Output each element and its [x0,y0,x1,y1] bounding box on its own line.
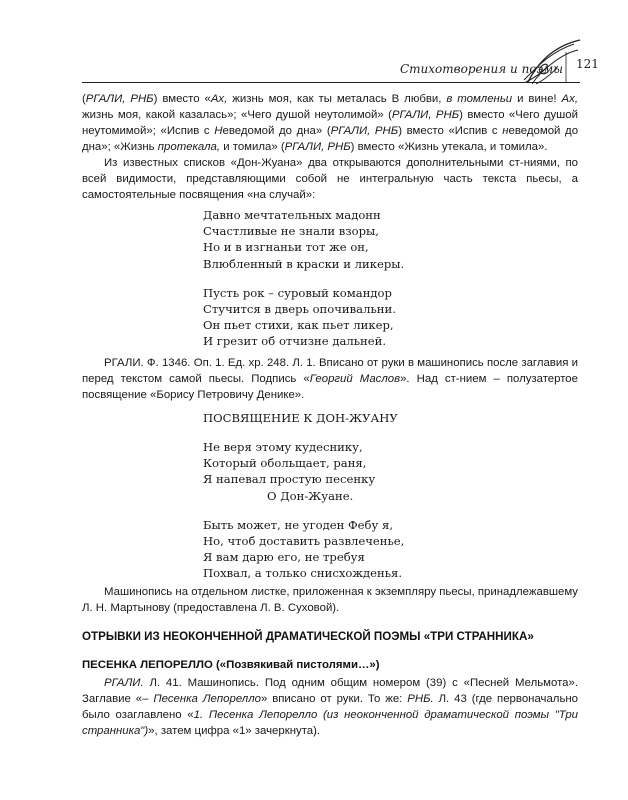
verse-line: Который обольщает, раня, [203,456,367,471]
verse-line: Я вам дарю его, не требуя [203,550,365,565]
verse-line: Похвал, а только снисхожденья. [203,566,403,581]
verse-line: Но, чтоб доставить развлеченье, [203,534,405,549]
verse-line: Но и в изгнаньи тот же он, [203,240,369,255]
page-number: 121 [576,57,599,71]
archive-note-2: Машинопись на отдельном листке, приложенная к экземпляру пьесы, принадлежавшему Л. Н. Мартынову (предоставлена Л. В. Суховой). [82,586,578,614]
verse-line: Стучится в дверь опочивальни. [203,302,396,317]
stanza-gap [203,504,404,517]
lists-paragraph: Из известных списков «Дон-Жуана» два открываются дополнительными ст-ниями, по всей видимости, представляющими собой не интегральную часть текста пьесы, а самостоятельные посвящения «на случай»: [82,157,578,201]
verse-line: Быть может, не угоден Фебу я, [203,517,394,532]
verse-line: Счастливые не знали взоры, [203,224,379,239]
running-head: Стихотворения и поэмы [400,62,563,76]
verse-line: Он пьет стихи, как пьет ликер, [203,318,394,333]
verse-line: Не веря этому кудеснику, [203,440,363,454]
variants-paragraph: (РГАЛИ, РНБ) вместо «Ах, жизнь моя, как ты металась В любви, в томленьи и вине! Ах, жизнь моя, какой казалась»; «Чего душой неутолимой» (РГАЛИ, РНБ) вместо «Чего душой неутомимой»; «Испив с Неведомой до дна» (РГАЛИ, РНБ) вместо «Испив с неведомой до дна»; «Жизнь протекала, и томила» (РГАЛИ, РНБ) вместо «Жизнь утекала, и томила». [82,93,579,153]
verse-line: Я напевал простую песенку [203,472,376,487]
verse-line: Давно мечтательных мадонн [203,208,381,222]
poem-title: ПОСВЯЩЕНИЕ К ДОН-ЖУАНУ [203,411,398,425]
poem-dedication [203,439,404,582]
section-heading: ОТРЫВКИ ИЗ НЕОКОНЧЕННОЙ ДРАМАТИЧЕСКОЙ ПОЭМЫ «ТРИ СТРАННИКА» [82,630,534,643]
verse-line: Пусть рок – суровый командор [203,285,392,300]
verse-line: О Дон-Жуане. [267,488,354,503]
verse-line: И грезит об отчизне дальней. [203,334,387,349]
stanza-gap [203,272,404,285]
poem-madonnas [203,207,404,350]
archive-note-3: РГАЛИ. Л. 41. Машинопись. Под одним общим номером (39) с «Песней Мельмота». Заглавие «– Песенка Лепорелло» вписано от руки. То же: РНБ. Л. 43 (где первоначально было озаглавлено «1. Песенка Лепорелло (из неоконченной драматической поэмы "Три странника")», затем цифра «1» зачеркнута). [82,677,579,737]
subsection-heading: ПЕСЕНКА ЛЕПОРЕЛЛО («Позвякивай пистолями…») [82,659,380,671]
verse-line: Влюбленный в краски и ликеры. [203,256,405,271]
archive-note-1: РГАЛИ. Ф. 1346. Оп. 1. Ед. хр. 248. Л. 1. Вписано от руки в машинопись после заглавия и перед текстом самой пьесы. Подпись «Георгий Маслов». Над ст-нием – полузатертое посвящение «Борису Петровичу Денике». [82,357,578,401]
intro-text [82,91,578,203]
header-rule [82,82,580,83]
